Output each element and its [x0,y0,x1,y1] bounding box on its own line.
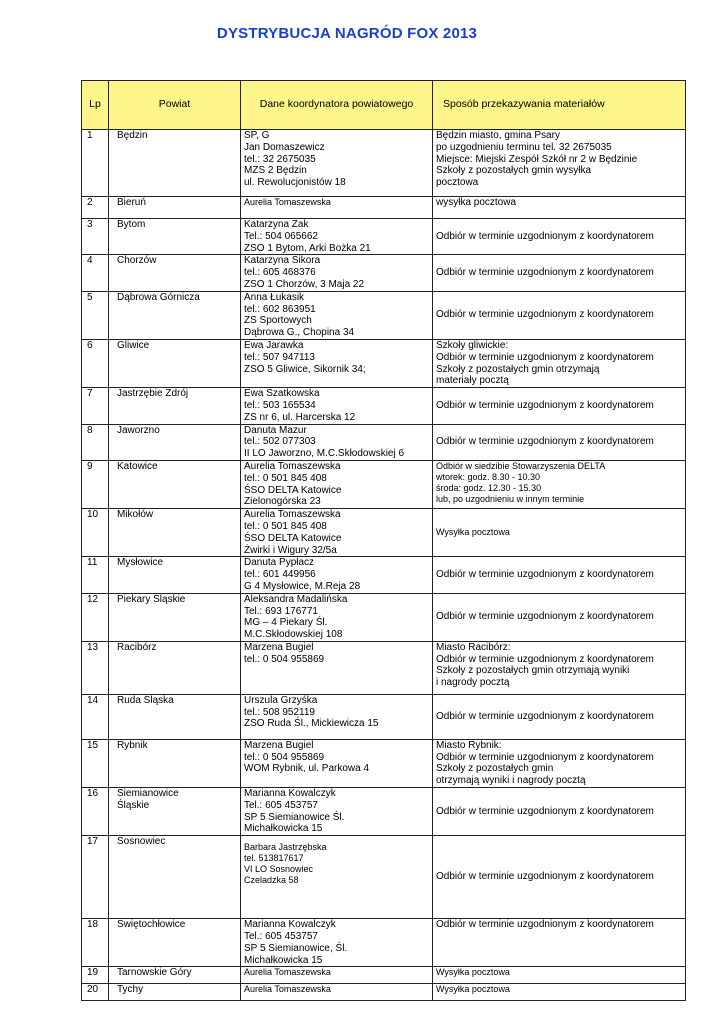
coordinator-line: Aleksandra Madalińska [244,593,348,605]
row-method [433,509,686,557]
method-line: Miasto Racibórz: [436,641,511,653]
method-line: wysyłka pocztowa [436,197,517,208]
coordinator-line: Tel.: 693 176771 [244,605,318,617]
row-powiat: Piekary Śląskie [109,593,241,641]
coordinator-line: ZSO 1 Chorzów, 3 Maja 22 [244,278,365,290]
row-powiat: Tychy [109,984,241,1001]
method-line: Odbiór w terminie uzgodnionym z koordynatorem [436,436,654,448]
row-number: 2 [82,197,109,219]
coordinator-line: ŚSO DELTA Katowice [244,484,342,496]
row-method [433,788,686,836]
row-powiat: Bytom [109,219,241,255]
row-powiat: Jastrzębie Zdrój [109,388,241,424]
coordinator-line: tel.: 0 501 845 408 [244,472,327,484]
method-line: Odbiór w terminie uzgodnionym z koordynatorem [436,805,654,817]
method-line: lub, po uzgodnieniu w innym terminie [436,493,585,504]
coordinator-line: SP, G [244,130,270,141]
method-line: środa: godz. 12.30 - 15.30 [436,482,542,493]
coordinator-line: Zielonogórska 23 [244,496,321,508]
coordinator-line: Ewa Jarawka [244,339,304,351]
coordinator-line: MZS 2 Będzin [244,165,307,177]
table-row [82,557,686,593]
row-coordinator [241,130,433,197]
row-coordinator [241,836,433,919]
method-line: pocztowa [436,177,479,189]
row-number: 20 [82,984,109,1001]
row-method [433,424,686,460]
distribution-table [81,80,686,1001]
table-row [82,197,686,219]
row-coordinator [241,291,433,339]
row-number: 6 [82,339,109,387]
row-powiat: Sosnowiec [109,836,241,919]
table-row [82,694,686,739]
method-line: Odbiór w terminie uzgodnionym z koordynatorem [436,230,654,242]
row-powiat: Katowice [109,460,241,508]
method-line: Odbiór w terminie uzgodnionym z koordynatorem [436,399,654,411]
row-method [433,739,686,787]
row-coordinator [241,509,433,557]
row-coordinator [241,919,433,967]
method-line: po uzgodnieniu terminu tel. 32 2675035 [436,141,612,153]
row-method [433,694,686,739]
row-number: 19 [82,967,109,984]
row-method [433,967,686,984]
table-row [82,967,686,984]
coordinator-line: tel.: 32 2675035 [244,153,316,165]
row-method [433,130,686,197]
coordinator-line: ZS Sportowych [244,315,312,327]
row-number: 10 [82,509,109,557]
coordinator-line: II LO Jaworzno, M.C.Skłodowskiej 6 [244,448,405,460]
row-method [433,557,686,593]
row-number: 17 [82,836,109,919]
row-method [433,255,686,291]
coordinator-line: tel.: 602 863951 [244,303,316,315]
coordinator-line: SP 5 Siemianowice, Śl. [244,942,348,954]
coordinator-line: Marianna Kowalczyk [244,788,336,800]
row-powiat: Mikołów [109,509,241,557]
coordinator-line: Żwirki i Wigury 32/5a [244,544,337,556]
header-lp: Lp [82,81,109,130]
method-line: Odbiór w terminie uzgodnionym z koordynatorem [436,611,654,623]
table-row [82,130,686,197]
method-line: Szkoły gliwickie: [436,339,509,351]
row-powiat: Gliwice [109,339,241,387]
row-number: 14 [82,694,109,739]
coordinator-line: M.C.Skłodowskiej 108 [244,629,343,641]
table-row [82,291,686,339]
row-powiat: Ruda Śląska [109,694,241,739]
coordinator-line: Danuta Pypłacz [244,557,315,569]
row-powiat: Chorzów [109,255,241,291]
method-line: Odbiór w terminie uzgodnionym z koordynatorem [436,871,654,883]
table-row [82,388,686,424]
coordinator-line: ZSO 5 Gliwice, Sikornik 34; [244,363,366,375]
table-row [82,836,686,919]
row-method [433,388,686,424]
method-line: Szkoły z pozostałych gmin [436,763,554,775]
row-coordinator [241,694,433,739]
coordinator-line: Urszula Grzyśka [244,694,318,706]
row-coordinator [241,967,433,984]
row-number: 11 [82,557,109,593]
coordinator-line: Aurelia Tomaszewska [244,967,331,978]
row-method [433,641,686,694]
row-powiat: Będzin [109,130,241,197]
page-title: DYSTRYBUCJA NAGRÓD FOX 2013 [216,25,478,42]
row-coordinator [241,424,433,460]
row-coordinator [241,557,433,593]
coordinator-line: Aurelia Tomaszewska [244,509,341,521]
row-number: 13 [82,641,109,694]
table-header-row [82,81,686,130]
method-line: Odbiór w terminie uzgodnionym z koordynatorem [436,309,654,321]
row-number: 16 [82,788,109,836]
row-method [433,836,686,919]
header-method: Sposób przekazywania materiałów [433,81,686,130]
table-row [82,509,686,557]
method-line: Szkoły z pozostałych gmin wysyłka [436,165,592,177]
row-powiat: Mysłowice [109,557,241,593]
method-line: i nagrody pocztą [436,677,510,689]
coordinator-line: tel.: 0 504 955869 [244,653,325,665]
method-line: Będzin miasto, gmina Psary [436,130,560,141]
header-coordinator: Dane koordynatora powiatowego [241,81,433,130]
table-row [82,255,686,291]
coordinator-line: G 4 Mysłowice, M.Reja 28 [244,580,361,592]
coordinator-line: ul. Rewolucjonistów 18 [244,177,346,189]
coordinator-line: MG – 4 Piekary Śl. [244,617,328,629]
row-method [433,197,686,219]
coordinator-line: tel.: 503 165534 [244,399,316,411]
coordinator-line: Tel.: 605 453757 [244,799,318,811]
method-line: Wysyłka pocztowa [436,984,510,995]
coordinator-line: Michałkowicka 15 [244,954,323,966]
table-row [82,424,686,460]
coordinator-line: Aurelia Tomaszewska [244,984,331,995]
row-coordinator [241,388,433,424]
table-row [82,739,686,787]
coordinator-line: Dąbrowa G., Chopina 34 [244,327,355,339]
coordinator-line: Aurelia Tomaszewska [244,197,331,207]
method-line: Odbiór w siedzibie Stowarzyszenia DELTA [436,460,606,471]
coordinator-line: tel.: 0 501 845 408 [244,520,327,532]
row-number: 12 [82,593,109,641]
table-row [82,641,686,694]
method-line: materiały pocztą [436,375,509,387]
coordinator-line: ZSO Ruda Śl., Mickiewicza 15 [244,718,379,730]
row-coordinator [241,984,433,1001]
coordinator-line: Katarzyna Żak [244,219,309,230]
method-line: Szkoły z pozostałych gmin otrzymają wyniki [436,665,630,677]
row-method [433,460,686,508]
table-row [82,984,686,1001]
row-number: 5 [82,291,109,339]
coordinator-line: tel.: 502 077303 [244,436,316,448]
coordinator-line: tel.: 507 947113 [244,351,315,363]
method-line: wtorek: godz. 8.30 - 10.30 [436,471,541,482]
coordinator-line: tel.: 605 468376 [244,267,316,279]
method-line: Miasto Rybnik: [436,739,502,751]
row-coordinator [241,788,433,836]
row-powiat: Bieruń [109,197,241,219]
coordinator-line: Ewa Szatkowska [244,388,320,400]
coordinator-line: WOM Rybnik, ul. Parkowa 4 [244,763,370,775]
row-method [433,919,686,967]
row-powiat: Tarnowskie Góry [109,967,241,984]
row-powiat: Świętochłowice [109,919,241,967]
coordinator-line: Tel.: 605 453757 [244,931,318,943]
coordinator-line: Anna Łukasik [244,291,305,303]
coordinator-line: Katarzyna Sikora [244,255,321,267]
coordinator-line: ŚSO DELTA Katowice [244,532,342,544]
coordinator-line: Jan Domaszewicz [244,141,325,153]
row-coordinator [241,219,433,255]
method-line: Odbiór w terminie uzgodnionym z koordynatorem [436,267,654,279]
row-method [433,291,686,339]
coordinator-line: tel.: 0 504 955869 [244,751,325,763]
row-coordinator [241,460,433,508]
coordinator-line: Michałkowicka 15 [244,823,323,835]
table-row [82,919,686,967]
table-row [82,460,686,508]
coordinator-line: SP 5 Siemianowice Śl. [244,811,345,823]
row-powiat: Siemianowice Śląskie [109,788,241,836]
coordinator-line: Aurelia Tomaszewska [244,460,341,472]
method-line: otrzymają wyniki i nagrody pocztą [436,775,586,787]
method-line: Wysyłka pocztowa [436,527,510,538]
coordinator-line: Marianna Kowalczyk [244,919,336,931]
method-line: Szkoły z pozostałych gmin otrzymają [436,363,600,375]
row-number: 15 [82,739,109,787]
row-powiat: Jaworzno [109,424,241,460]
row-number: 9 [82,460,109,508]
row-number: 1 [82,130,109,197]
table-row [82,339,686,387]
coordinator-line: tel.: 508 952119 [244,706,315,718]
method-line: Miejsce: Miejski Zespół Szkół nr 2 w Będzinie [436,153,638,165]
row-coordinator [241,641,433,694]
coordinator-line: tel. 513817617 [244,853,304,864]
row-coordinator [241,593,433,641]
coordinator-line: Tel.: 504 065662 [244,230,318,242]
method-line: Odbiór w terminie uzgodnionym z koordynatorem [436,751,654,763]
row-method [433,984,686,1001]
coordinator-line: ZSO 1 Bytom, Arki Bożka 21 [244,242,371,254]
coordinator-line: Czeladzka 58 [244,875,299,886]
coordinator-line: Barbara Jastrzębska [244,842,327,853]
row-powiat: Racibórz [109,641,241,694]
row-coordinator [241,197,433,219]
row-coordinator [241,255,433,291]
row-powiat: Rybnik [109,739,241,787]
coordinator-line: Marzena Bugiel [244,641,314,653]
row-number: 18 [82,919,109,967]
method-line: Odbiór w terminie uzgodnionym z koordynatorem [436,351,654,363]
table-row [82,593,686,641]
coordinator-line: Marzena Bugiel [244,739,314,751]
method-line: Odbiór w terminie uzgodnionym z koordynatorem [436,710,654,722]
row-coordinator [241,739,433,787]
method-line: Odbiór w terminie uzgodnionym z koordynatorem [436,653,654,665]
method-line: Wysyłka pocztowa [436,967,510,978]
row-number: 4 [82,255,109,291]
method-line: Odbiór w terminie uzgodnionym z koordynatorem [436,919,654,931]
table-row [82,788,686,836]
table-row [82,219,686,255]
row-method [433,339,686,387]
method-line: Odbiór w terminie uzgodnionym z koordynatorem [436,569,654,581]
row-number: 3 [82,219,109,255]
coordinator-line: VI LO Sosnowiec [244,864,314,875]
coordinator-line: ZS nr 6, ul. Harcerska 12 [244,411,356,423]
coordinator-line: tel.: 601 449956 [244,569,316,581]
row-method [433,219,686,255]
row-number: 7 [82,388,109,424]
header-powiat: Powiat [109,81,241,130]
row-coordinator [241,339,433,387]
coordinator-line: Danuta Mazur [244,424,307,436]
row-number: 8 [82,424,109,460]
row-method [433,593,686,641]
row-powiat: Dąbrowa Górnicza [109,291,241,339]
